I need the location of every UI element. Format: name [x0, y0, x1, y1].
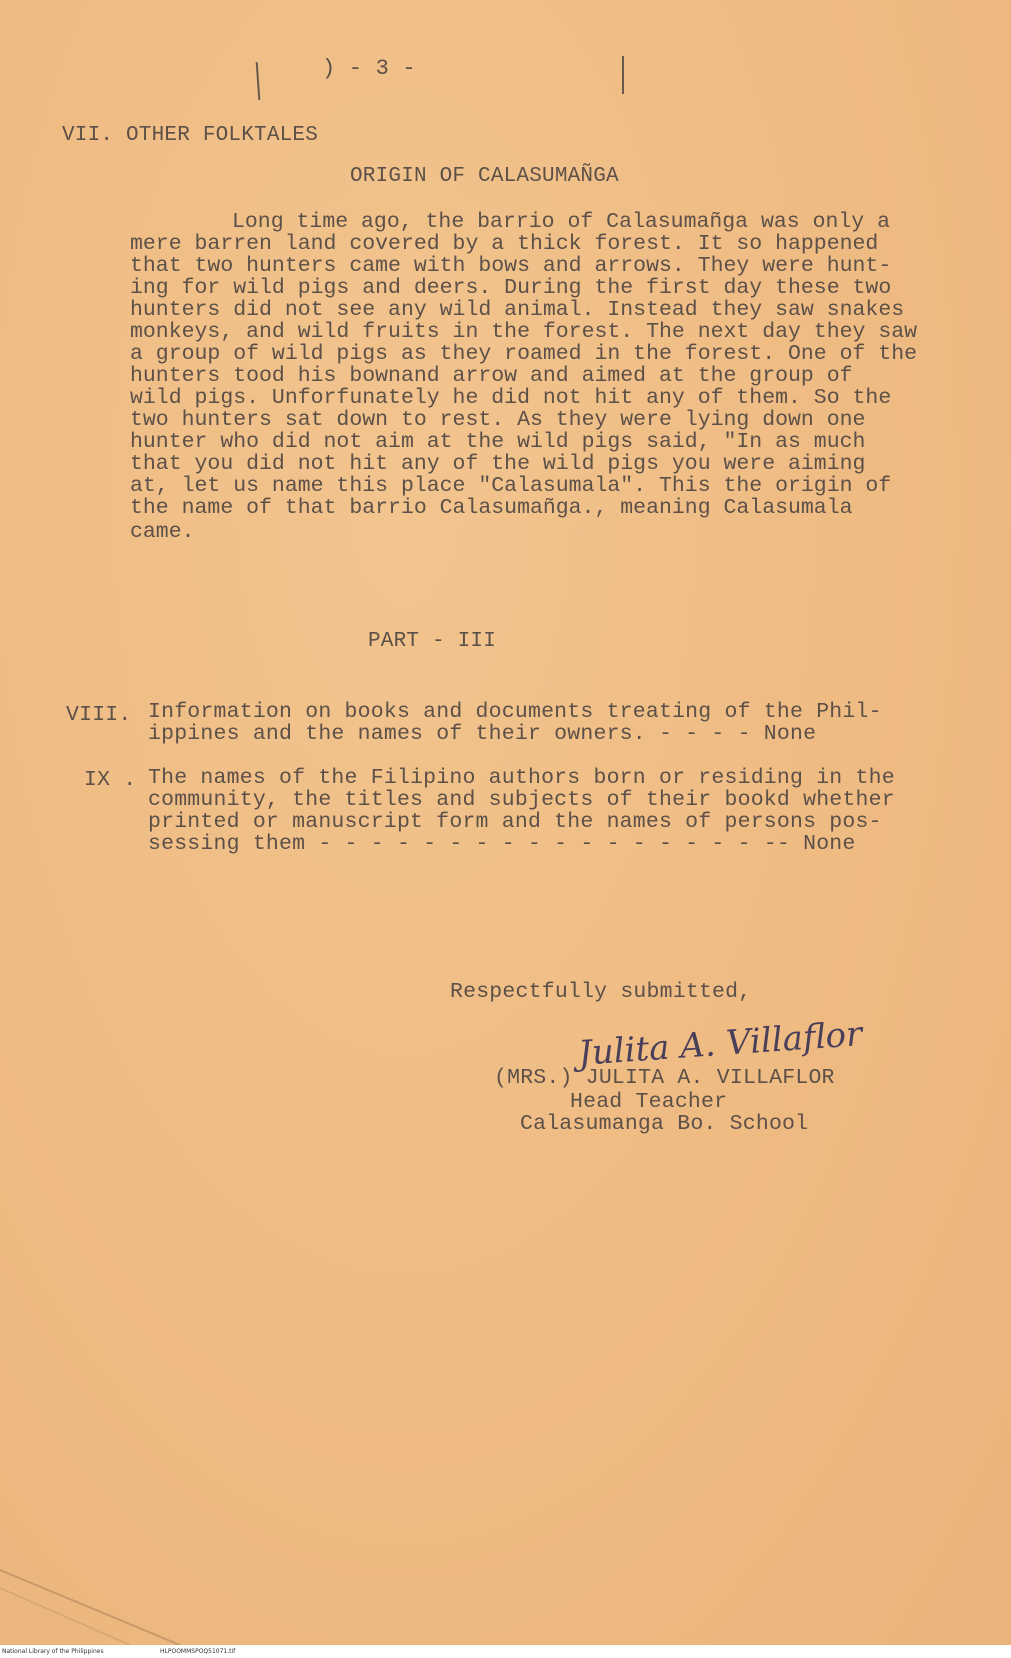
paragraph-line: hunters tood his bownand arrow and aimed at the group of [130, 364, 853, 388]
signer-name: (MRS.) JULITA A. VILLAFLOR [494, 1066, 835, 1090]
paragraph-line: a group of wild pigs as they roamed in the forest. One of the [130, 342, 918, 366]
paragraph-line: two hunters sat down to rest. As they were lying down one [130, 408, 866, 432]
paragraph-line: ing for wild pigs and deers. During the first day these two [130, 276, 892, 300]
page-number: ) - 3 - [322, 56, 416, 81]
paragraph-line: that two hunters came with bows and arrows. They were hunt- [130, 254, 892, 278]
item-line: The names of the Filipino authors born or residing in the [148, 766, 895, 790]
paragraph-line: monkeys, and wild fruits in the forest. The next day they saw [130, 320, 918, 344]
paragraph-line: Long time ago, the barrio of Calasumañga was only a [232, 210, 891, 234]
margin-mark-left [256, 62, 261, 100]
signature: Julita A. Villaflor [576, 1014, 864, 1074]
corner-fold [0, 1550, 220, 1645]
item-line: community, the titles and subjects of their bookd whether [148, 788, 895, 812]
paragraph-line: mere barren land covered by a thick forest. It so happened [130, 232, 879, 256]
paragraph-line: hunters did not see any wild animal. Instead they saw snakes [130, 298, 905, 322]
item-line: ippines and the names of their owners. - - - - None [148, 722, 817, 746]
item-number: IX . [84, 768, 137, 792]
paragraph-line: that you did not hit any of the wild pigs you were aiming [130, 452, 866, 476]
signer-school: Calasumanga Bo. School [520, 1112, 809, 1136]
folktale-title: ORIGIN OF CALASUMAÑGA [350, 165, 619, 188]
signer-position: Head Teacher [570, 1090, 728, 1114]
item-line: Information on books and documents treating of the Phil- [148, 700, 882, 724]
paragraph-line: came. [130, 520, 195, 544]
item-line: sessing them - - - - - - - - - - - - - - - - - -- None [148, 832, 856, 856]
paragraph-line: at, let us name this place "Calasumala". This the origin of [130, 474, 892, 498]
part-heading: PART - III [368, 630, 497, 653]
item-number: VIII. [66, 703, 132, 727]
margin-mark-right [622, 56, 624, 94]
section-heading-folktales: VII. OTHER FOLKTALES [62, 124, 319, 147]
paragraph-line: the name of that barrio Calasumañga., meaning Calasumala [130, 496, 853, 520]
scan-footer [0, 1645, 1011, 1658]
file-id: HLPOOMMSPOQ51071.tif [160, 1648, 236, 1655]
item-line: printed or manuscript form and the names of persons pos- [148, 810, 882, 834]
paragraph-line: hunter who did not aim at the wild pigs said, "In as much [130, 430, 866, 454]
closing-salutation: Respectfully submitted, [450, 980, 752, 1004]
paragraph-line: wild pigs. Unforfunately he did not hit any of them. So the [130, 386, 892, 410]
library-label: National Library of the Philippines [2, 1648, 104, 1655]
